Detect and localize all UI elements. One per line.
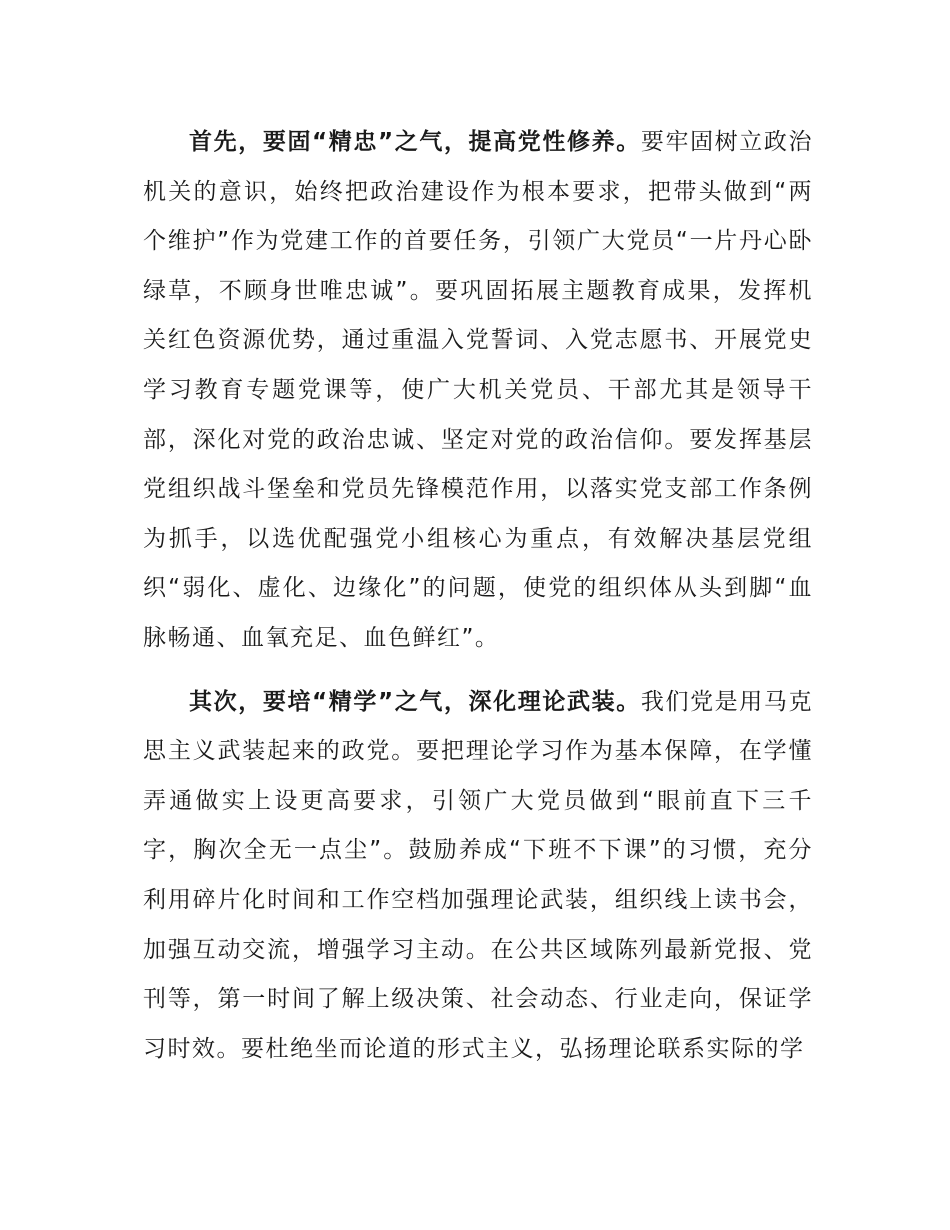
paragraph-first-heading: 首先，要固“精忠”之气，提高党性修养。 [189,129,641,155]
paragraph-second-heading: 其次，要培“精学”之气，深化理论武装。 [189,688,641,715]
paragraph-second [143,678,813,1075]
paragraph-first-text: 要牢固树立政治机关的意识，始终把政治建设作为根本要求，把带头做到“两个维护”作为党建工作的首要任务，引领广大党员“一片丹心卧绿草，不顾身世唯忠诚”。要巩固拓展主题教育成果，发挥机关红色资源优势，通过重温入党誓词、入党志愿书、开展党史学习教育专题党课等，使广大机关党员、干部尤其是领导干部，深化对党的政治忠诚、坚定对党的政治信仰。要发挥基层党组织战斗堡垒和党员先锋模范作用，以落实党支部工作条例为抓手，以选优配强党小组核心为重点，有效解决基层党组织“弱化、虚化、边缘化”的问题，使党的组织体从头到脚“血脉畅通、血氧充足、血色鲜红”。 [143,129,814,651]
paragraph-first [143,118,813,664]
document-body [143,118,813,1074]
paragraph-second-text: 我们党是用马克思主义武装起来的政党。要把理论学习作为基本保障，在学懂弄通做实上设更高要求，引领广大党员做到“眼前直下三千字，胸次全无一点尘”。鼓励养成“下班不下课”的习惯，充分利用碎片化时间和工作空档加强理论武装，组织线上读书会，加强互动交流，增强学习主动。在公共区域陈列最新党报、党刊等，第一时间了解上级决策、社会动态、行业走向，保证学习时效。要杜绝坐而论道的形式主义，弘扬理论联系实际的学 [143,688,814,1062]
